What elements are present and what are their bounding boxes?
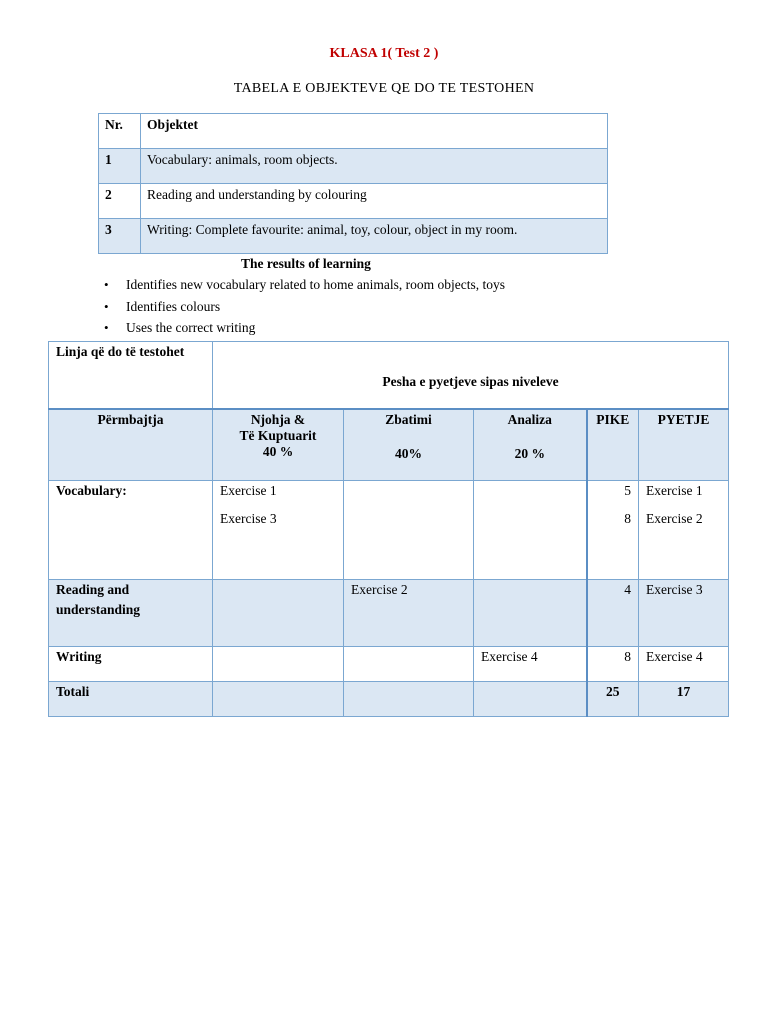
weights-by-level-label: Pesha e pyetjeve sipas niveleve <box>213 342 729 409</box>
cell-application: Exercise 2 <box>344 580 474 647</box>
cell-text: Exercise 1 <box>220 483 277 498</box>
total-questions: 17 <box>639 682 729 717</box>
results-list <box>104 274 505 339</box>
row-number: 2 <box>99 184 141 219</box>
cell-text: 5 <box>624 483 631 498</box>
table-row <box>99 219 608 254</box>
document-title: KLASA 1( Test 2 ) <box>329 46 439 61</box>
list-item: • Identifies colours <box>104 296 505 318</box>
cell-knowledge <box>213 682 344 717</box>
table-top-row <box>49 342 729 409</box>
table-row <box>49 481 729 580</box>
cell-text: 8 <box>624 511 631 526</box>
header-points: PIKE <box>587 409 639 481</box>
cell-application <box>344 481 474 580</box>
header-knowledge-line2: Të Kuptuarit <box>239 427 317 443</box>
objectives-table <box>98 113 608 254</box>
header-analysis <box>474 409 587 481</box>
row-label-writing: Writing <box>49 647 213 682</box>
results-heading: The results of learning <box>241 256 371 271</box>
table-header-row <box>49 409 729 481</box>
row-objective: Writing: Complete favourite: animal, toy, colour, object in my room. <box>141 219 608 254</box>
header-application-label: Zbatimi <box>385 411 432 427</box>
cell-questions: Exercise 3 <box>639 580 729 647</box>
cell-knowledge <box>213 580 344 647</box>
row-number: 1 <box>99 149 141 184</box>
cell-application <box>344 682 474 717</box>
cell-analysis <box>474 481 587 580</box>
table-row <box>49 580 729 647</box>
header-knowledge <box>213 409 344 481</box>
cell-points: 8 <box>587 647 639 682</box>
cell-questions <box>639 481 729 580</box>
cell-text: Reading and <box>56 582 130 597</box>
table-row <box>99 184 608 219</box>
cell-application <box>344 647 474 682</box>
header-knowledge-pct: 40 % <box>262 443 294 459</box>
table-total-row <box>49 682 729 717</box>
row-label-total: Totali <box>49 682 213 717</box>
list-item: • Uses the correct writing <box>104 317 505 339</box>
header-application-pct: 40% <box>395 445 422 461</box>
row-label-reading <box>49 580 213 647</box>
row-number: 3 <box>99 219 141 254</box>
header-questions: PYETJE <box>639 409 729 481</box>
header-nr: Nr. <box>99 114 141 149</box>
cell-points <box>587 481 639 580</box>
header-analysis-pct: 20 % <box>514 445 545 461</box>
tested-line-label: Linja që do të testohet <box>49 342 213 409</box>
question-weights-table <box>48 341 729 717</box>
objectives-table-heading: TABELA E OBJEKTEVE QE DO TE TESTOHEN <box>233 81 535 96</box>
list-item: • Identifies new vocabulary related to home animals, room objects, toys <box>104 274 505 296</box>
row-label-vocabulary: Vocabulary: <box>49 481 213 580</box>
total-points: 25 <box>587 682 639 717</box>
cell-text: Exercise 1 <box>646 483 703 498</box>
cell-analysis: Exercise 4 <box>474 647 587 682</box>
cell-questions: Exercise 4 <box>639 647 729 682</box>
header-analysis-label: Analiza <box>507 411 552 427</box>
table-row <box>49 647 729 682</box>
header-knowledge-line1: Njohja & <box>250 411 306 427</box>
cell-analysis <box>474 682 587 717</box>
cell-text: understanding <box>56 602 141 617</box>
cell-analysis <box>474 580 587 647</box>
header-objectives: Objektet <box>141 114 608 149</box>
cell-knowledge <box>213 647 344 682</box>
table-row <box>99 149 608 184</box>
cell-points: 4 <box>587 580 639 647</box>
cell-text: Exercise 2 <box>646 511 703 526</box>
table-header-row <box>99 114 608 149</box>
cell-text: Exercise 3 <box>220 511 277 526</box>
cell-knowledge <box>213 481 344 580</box>
header-application <box>344 409 474 481</box>
row-objective: Reading and understanding by colouring <box>141 184 608 219</box>
row-objective: Vocabulary: animals, room objects. <box>141 149 608 184</box>
header-content: Përmbajtja <box>49 409 213 481</box>
